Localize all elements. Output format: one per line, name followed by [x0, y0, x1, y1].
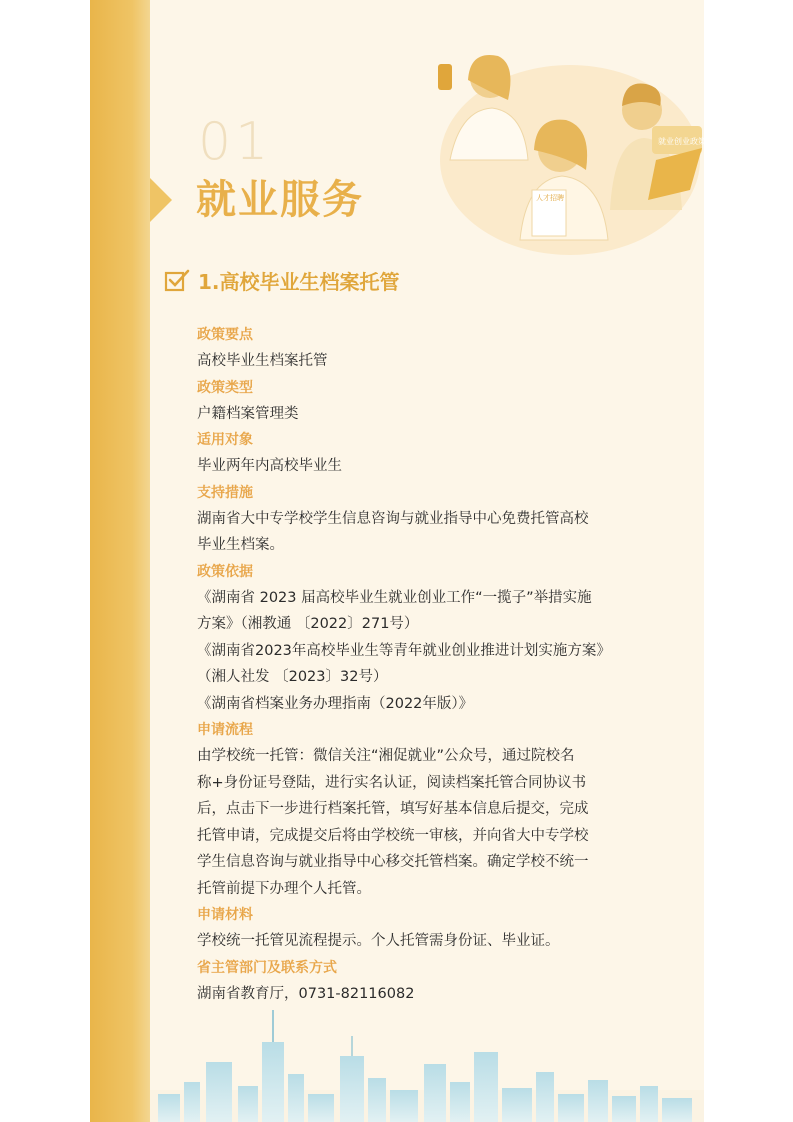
field-label: 适用对象 [197, 432, 253, 448]
checkbox-icon [164, 268, 190, 292]
field-value-line: 《湖南省 2023 届高校毕业生就业创业工作“一揽子”举措实施 [197, 589, 592, 606]
field-value [197, 401, 667, 428]
field-value-line: 托管申请，完成提交后将由学校统一审核，并向省大中专学校 [197, 827, 589, 844]
field-value-line: 湖南省教育厅，0731-82116082 [197, 985, 415, 1002]
field-label: 申请流程 [197, 722, 253, 738]
field-value-line: 高校毕业生档案托管 [197, 353, 328, 369]
field-value-line: 毕业两年内高校毕业生 [197, 458, 342, 474]
field-value-line: 《湖南省档案业务办理指南（2022年版）》 [197, 695, 474, 712]
field-label: 政策要点 [197, 327, 253, 343]
field-value-line: 湖南省大中专学校学生信息咨询与就业指导中心免费托管高校 [197, 510, 589, 527]
field-label: 支持措施 [197, 484, 253, 501]
field-label: 政策类型 [197, 379, 253, 396]
field-value-line: （湘人社发 〔2023〕32号） [197, 669, 388, 685]
field-value [197, 743, 667, 902]
field-label: 省主管部门及联系方式 [197, 959, 337, 976]
field-value [197, 453, 667, 480]
bubble-text: 就业创业政策 [658, 137, 706, 146]
field-label: 申请材料 [197, 907, 253, 923]
field-value [197, 928, 667, 955]
field-value-line: 《湖南省2023年高校毕业生等青年就业创业推进计划实施方案》 [197, 642, 611, 659]
field-value-line: 称+身份证号登陆，进行实名认证，阅读档案托管合同协议书 [197, 774, 587, 791]
left-accent-stripe [90, 0, 150, 1122]
field-label: 政策依据 [197, 563, 253, 580]
field-value [197, 348, 667, 375]
field-value-line: 后，点击下一步进行档案托管，填写好基本信息后提交，完成 [197, 801, 589, 817]
field-value-line: 学生信息咨询与就业指导中心移交托管档案。确定学校不统一 [197, 854, 589, 870]
field-value-line: 由学校统一托管：微信关注“湘促就业”公众号，通过院校名 [197, 748, 575, 764]
policy-item-title: 1.高校毕业生档案托管 [198, 270, 400, 294]
field-value-line: 托管前提下办理个人托管。 [197, 880, 371, 897]
section-number: 01 [198, 112, 273, 172]
document-page [90, 0, 704, 1122]
policy-details [197, 322, 667, 1007]
field-value-line: 方案》（湘教通 〔2022〕271号） [197, 616, 419, 632]
section-title: 就业服务 [196, 177, 364, 223]
field-value [197, 585, 667, 718]
field-value [197, 506, 667, 559]
card-text: 人才招聘 [536, 194, 564, 202]
people-illustration [420, 40, 706, 250]
stripe-pointer [150, 178, 172, 222]
field-value-line: 毕业生档案。 [197, 537, 284, 553]
phone-icon [438, 64, 452, 90]
city-skyline-graphic [150, 1002, 704, 1122]
field-value-line: 户籍档案管理类 [197, 405, 299, 422]
field-value-line: 学校统一托管见流程提示。个人托管需身份证、毕业证。 [197, 933, 560, 949]
